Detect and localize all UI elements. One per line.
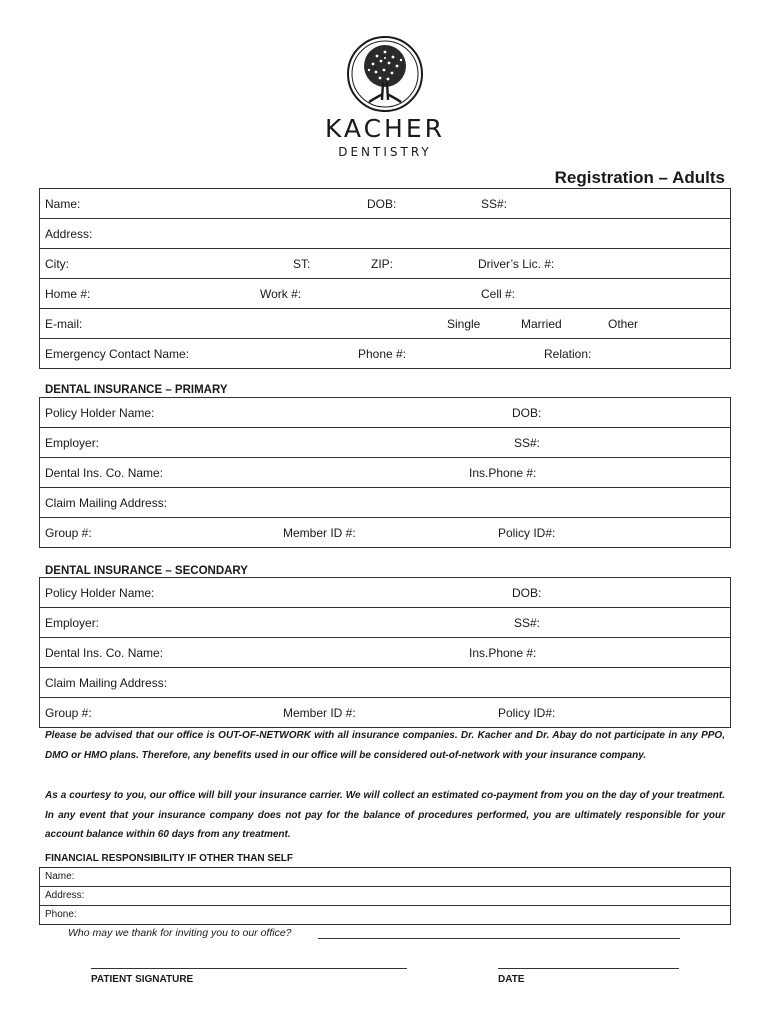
policy-holder-field[interactable]: Policy Holder Name: — [45, 586, 155, 600]
page-title: Registration – Adults — [554, 168, 725, 187]
dob-field[interactable]: DOB: — [367, 197, 397, 211]
group-number-field[interactable]: Group #: — [45, 706, 92, 720]
form-row — [40, 309, 730, 339]
primary-insurance-box — [39, 397, 731, 548]
emergency-contact-field[interactable]: Emergency Contact Name: — [45, 347, 190, 361]
other-option[interactable]: Other — [608, 317, 639, 331]
claim-address-field[interactable]: Claim Mailing Address: — [45, 496, 168, 510]
patient-signature-line[interactable] — [91, 968, 407, 969]
address-field[interactable]: Address: — [45, 227, 93, 241]
brand-subtitle: DENTISTRY — [338, 145, 432, 159]
zip-field[interactable]: ZIP: — [371, 257, 394, 271]
form-row — [40, 279, 730, 309]
form-row — [40, 428, 730, 458]
form-row — [40, 578, 730, 608]
brand-name: KACHER — [324, 114, 446, 143]
financial-responsibility-box — [39, 867, 731, 925]
form-row — [40, 458, 730, 488]
relation-field[interactable]: Relation: — [544, 347, 592, 361]
insurance-company-field[interactable]: Dental Ins. Co. Name: — [45, 646, 164, 660]
date-label: DATE — [498, 974, 525, 985]
city-field[interactable]: City: — [45, 257, 69, 271]
form-row — [40, 189, 730, 219]
date-line[interactable] — [498, 968, 679, 969]
insurance-phone-field[interactable]: Ins.Phone #: — [469, 646, 537, 660]
form-row — [40, 668, 730, 698]
patient-info-box — [39, 188, 731, 369]
state-field[interactable]: ST: — [293, 257, 311, 271]
form-row — [40, 868, 730, 887]
logo — [330, 34, 440, 114]
holder-dob-field[interactable]: DOB: — [512, 586, 542, 600]
holder-dob-field[interactable]: DOB: — [512, 406, 542, 420]
courtesy-billing-notice: As a courtesy to you, our office will bill your insurance carrier. We will collect an estimated co-payment from you on the day of your treatment. In any event that your insurance company does not pay for the balance of procedures performed, you are ultimately responsible for your account balance within 60 days from any treatment. — [45, 790, 725, 840]
referral-question: Who may we thank for inviting you to our office? — [68, 927, 292, 939]
form-row — [40, 219, 730, 249]
network-notice: Please be advised that our office is OUT-OF-NETWORK with all insurance companies. Dr. Kacher and Dr. Abay do not participate in any PPO, DMO or HMO plans. Therefore, any benefits used in our office will be considered out-of-network with your insurance company. — [45, 730, 725, 761]
holder-ss-field[interactable]: SS#: — [514, 436, 541, 450]
single-option[interactable]: Single — [447, 317, 481, 331]
form-row — [40, 488, 730, 518]
emergency-phone-field[interactable]: Phone #: — [358, 347, 407, 361]
form-row — [40, 608, 730, 638]
financial-responsibility-heading: FINANCIAL RESPONSIBILITY IF OTHER THAN SELF — [45, 853, 293, 864]
work-phone-field[interactable]: Work #: — [260, 287, 302, 301]
referral-answer-line[interactable] — [318, 938, 680, 939]
patient-signature-label: PATIENT SIGNATURE — [91, 974, 194, 985]
responsible-address-field[interactable]: Address: — [45, 890, 85, 901]
insurance-phone-field[interactable]: Ins.Phone #: — [469, 466, 537, 480]
drivers-license-field[interactable]: Driver’s Lic. #: — [478, 257, 555, 271]
member-id-field[interactable]: Member ID #: — [283, 526, 356, 540]
claim-address-field[interactable]: Claim Mailing Address: — [45, 676, 168, 690]
ss-field[interactable]: SS#: — [481, 197, 508, 211]
group-number-field[interactable]: Group #: — [45, 526, 92, 540]
form-row — [40, 638, 730, 668]
primary-insurance-heading: DENTAL INSURANCE – PRIMARY — [45, 384, 228, 396]
name-field[interactable]: Name: — [45, 197, 81, 211]
home-phone-field[interactable]: Home #: — [45, 287, 91, 301]
email-field[interactable]: E-mail: — [45, 317, 83, 331]
form-row — [40, 249, 730, 279]
form-row — [40, 398, 730, 428]
insurance-company-field[interactable]: Dental Ins. Co. Name: — [45, 466, 164, 480]
responsible-phone-field[interactable]: Phone: — [45, 909, 77, 920]
cell-phone-field[interactable]: Cell #: — [481, 287, 516, 301]
employer-field[interactable]: Employer: — [45, 436, 100, 450]
responsible-name-field[interactable]: Name: — [45, 871, 75, 882]
form-row — [40, 887, 730, 906]
married-option[interactable]: Married — [521, 317, 562, 331]
policy-holder-field[interactable]: Policy Holder Name: — [45, 406, 155, 420]
form-row — [40, 339, 730, 368]
form-row — [40, 906, 730, 924]
holder-ss-field[interactable]: SS#: — [514, 616, 541, 630]
member-id-field[interactable]: Member ID #: — [283, 706, 356, 720]
secondary-insurance-box — [39, 577, 731, 728]
policy-id-field[interactable]: Policy ID#: — [498, 526, 556, 540]
form-row — [40, 698, 730, 727]
form-row — [40, 518, 730, 547]
secondary-insurance-heading: DENTAL INSURANCE – SECONDARY — [45, 565, 248, 577]
employer-field[interactable]: Employer: — [45, 616, 100, 630]
tree-logo-icon — [345, 34, 425, 114]
policy-id-field[interactable]: Policy ID#: — [498, 706, 556, 720]
